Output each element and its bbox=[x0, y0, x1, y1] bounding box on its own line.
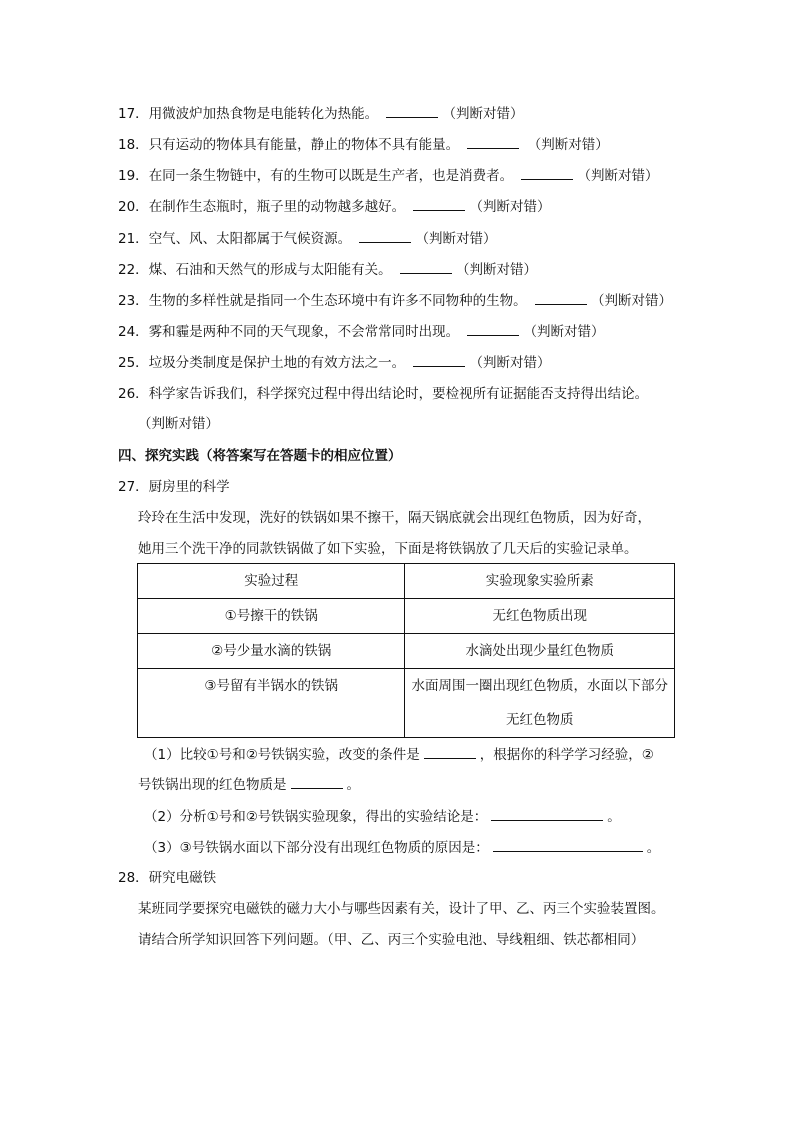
question-number: 19． bbox=[118, 168, 149, 184]
question-27-intro-line1: 玲玲在生活中发现，洗好的铁锅如果不擦干，隔天锅底就会出现红色物质，因为好奇， bbox=[138, 510, 651, 526]
question-number: 24． bbox=[118, 324, 149, 340]
question-21 bbox=[118, 228, 496, 249]
sub-question-text: 号铁锅出现的红色物质是 bbox=[138, 777, 287, 793]
table-header-cell: 实验现象实验所素 bbox=[405, 564, 675, 599]
result-line: 水面周围一圈出现红色物质，水面以下部分 bbox=[411, 678, 668, 694]
answer-blank[interactable] bbox=[413, 196, 465, 211]
answer-blank[interactable] bbox=[359, 228, 411, 243]
table-header-row bbox=[138, 564, 675, 599]
table-cell-result: 水滴处出现少量红色物质 bbox=[405, 634, 675, 669]
question-text: 在同一条生物链中，有的生物可以既是生产者，也是消费者。 bbox=[148, 168, 514, 184]
experiment-record-table bbox=[137, 563, 675, 738]
sub-question-text: （2）分析①号和②号铁锅实验现象，得出的实验结论是： bbox=[144, 809, 488, 825]
table-row bbox=[138, 599, 675, 634]
answer-blank[interactable] bbox=[400, 259, 452, 274]
question-28-intro-line1: 某班同学要探究电磁铁的磁力大小与哪些因素有关，设计了甲、乙、丙三个实验装置图。 bbox=[138, 901, 665, 917]
question-text: 用微波炉加热食物是电能转化为热能。 bbox=[148, 106, 379, 122]
question-suffix: （判断对错） bbox=[590, 293, 672, 309]
question-suffix: （判断对错） bbox=[415, 231, 497, 247]
question-suffix: （判断对错） bbox=[577, 168, 659, 184]
table-cell-process: ②号少量水滴的铁锅 bbox=[138, 634, 405, 669]
question-text: 科学家告诉我们，科学探究过程中得出结论时，要检视所有证据能否支持得出结论。 bbox=[148, 386, 649, 402]
table-cell-result bbox=[405, 669, 675, 738]
question-number: 26． bbox=[118, 386, 149, 402]
question-suffix: （判断对错） bbox=[523, 324, 605, 340]
question-number: 23． bbox=[118, 293, 149, 309]
question-26-suffix: （判断对错） bbox=[138, 416, 219, 432]
question-suffix: （判断对错） bbox=[469, 199, 551, 215]
question-23 bbox=[118, 290, 672, 311]
question-19 bbox=[118, 165, 658, 186]
question-17 bbox=[118, 103, 523, 124]
question-number: 20． bbox=[118, 199, 149, 215]
answer-blank[interactable] bbox=[424, 744, 476, 759]
result-line: 无红色物质 bbox=[505, 712, 574, 728]
answer-blank[interactable] bbox=[521, 165, 573, 180]
table-cell-process: ①号擦干的铁锅 bbox=[138, 599, 405, 634]
question-suffix: （判断对错） bbox=[455, 262, 537, 278]
sub-question-text: （3）③号铁锅水面以下部分没有出现红色物质的原因是： bbox=[144, 840, 489, 856]
sub-question-text: 。 bbox=[346, 777, 360, 793]
question-20 bbox=[118, 196, 550, 217]
question-suffix: （判断对错） bbox=[523, 137, 609, 153]
question-text: 在制作生态瓶时，瓶子里的动物越多越好。 bbox=[148, 199, 406, 215]
sub-question-1 bbox=[144, 744, 654, 765]
table-header-cell: 实验过程 bbox=[138, 564, 405, 599]
section-heading: 四、探究实践（将答案写在答题卡的相应位置） bbox=[118, 448, 402, 464]
question-18 bbox=[118, 134, 609, 155]
table-row bbox=[138, 634, 675, 669]
table-cell-process: ③号留有半锅水的铁锅 bbox=[138, 669, 405, 738]
sub-question-text: ，根据你的科学学习经验，② bbox=[479, 747, 654, 763]
sub-question-2 bbox=[144, 806, 621, 827]
question-26 bbox=[118, 384, 648, 404]
question-text: 生物的多样性就是指同一个生态环境中有许多不同物种的生物。 bbox=[148, 293, 527, 309]
question-text: 雾和霾是两种不同的天气现象，不会常常同时出现。 bbox=[148, 324, 460, 340]
question-number: 21． bbox=[118, 231, 149, 247]
question-22 bbox=[118, 259, 537, 280]
answer-blank[interactable] bbox=[467, 321, 519, 336]
table-cell-result: 无红色物质出现 bbox=[405, 599, 675, 634]
table-row bbox=[138, 669, 675, 738]
question-25 bbox=[118, 352, 550, 373]
question-text: 空气、风、太阳都属于气候资源。 bbox=[148, 231, 352, 247]
question-28-title: 28．研究电磁铁 bbox=[118, 870, 217, 886]
answer-blank[interactable] bbox=[386, 103, 438, 118]
question-text: 只有运动的物体具有能量，静止的物体不具有能量。 bbox=[148, 137, 460, 153]
answer-blank[interactable] bbox=[493, 837, 643, 852]
answer-blank[interactable] bbox=[291, 774, 343, 789]
sub-question-text: （1）比较①号和②号铁锅实验，改变的条件是 bbox=[144, 747, 420, 763]
question-24 bbox=[118, 321, 604, 342]
question-suffix: （判断对错） bbox=[469, 355, 551, 371]
question-27-intro-line2: 她用三个洗干净的同款铁锅做了如下实验，下面是将铁锅放了几天后的实验记录单。 bbox=[138, 541, 638, 557]
sub-question-1-cont bbox=[138, 774, 360, 795]
sub-question-3 bbox=[144, 837, 660, 858]
question-text: 垃圾分类制度是保护土地的有效方法之一。 bbox=[148, 355, 406, 371]
sub-question-text: 。 bbox=[646, 840, 661, 856]
question-number: 25． bbox=[118, 355, 149, 371]
sub-question-text: 。 bbox=[607, 809, 621, 825]
question-28-intro-line2: 请结合所学知识回答下列问题。（甲、乙、丙三个实验电池、导线粗细、铁芯都相同） bbox=[138, 932, 645, 948]
question-number: 18． bbox=[118, 137, 149, 153]
question-27-title: 27．厨房里的科学 bbox=[118, 479, 230, 495]
answer-blank[interactable] bbox=[413, 352, 465, 367]
question-number: 22． bbox=[118, 262, 149, 278]
answer-blank[interactable] bbox=[491, 806, 603, 821]
question-text: 煤、石油和天然气的形成与太阳能有关。 bbox=[148, 262, 392, 278]
question-number: 17． bbox=[118, 106, 149, 122]
question-suffix: （判断对错） bbox=[442, 106, 524, 122]
answer-blank[interactable] bbox=[535, 290, 587, 305]
answer-blank[interactable] bbox=[467, 134, 519, 149]
